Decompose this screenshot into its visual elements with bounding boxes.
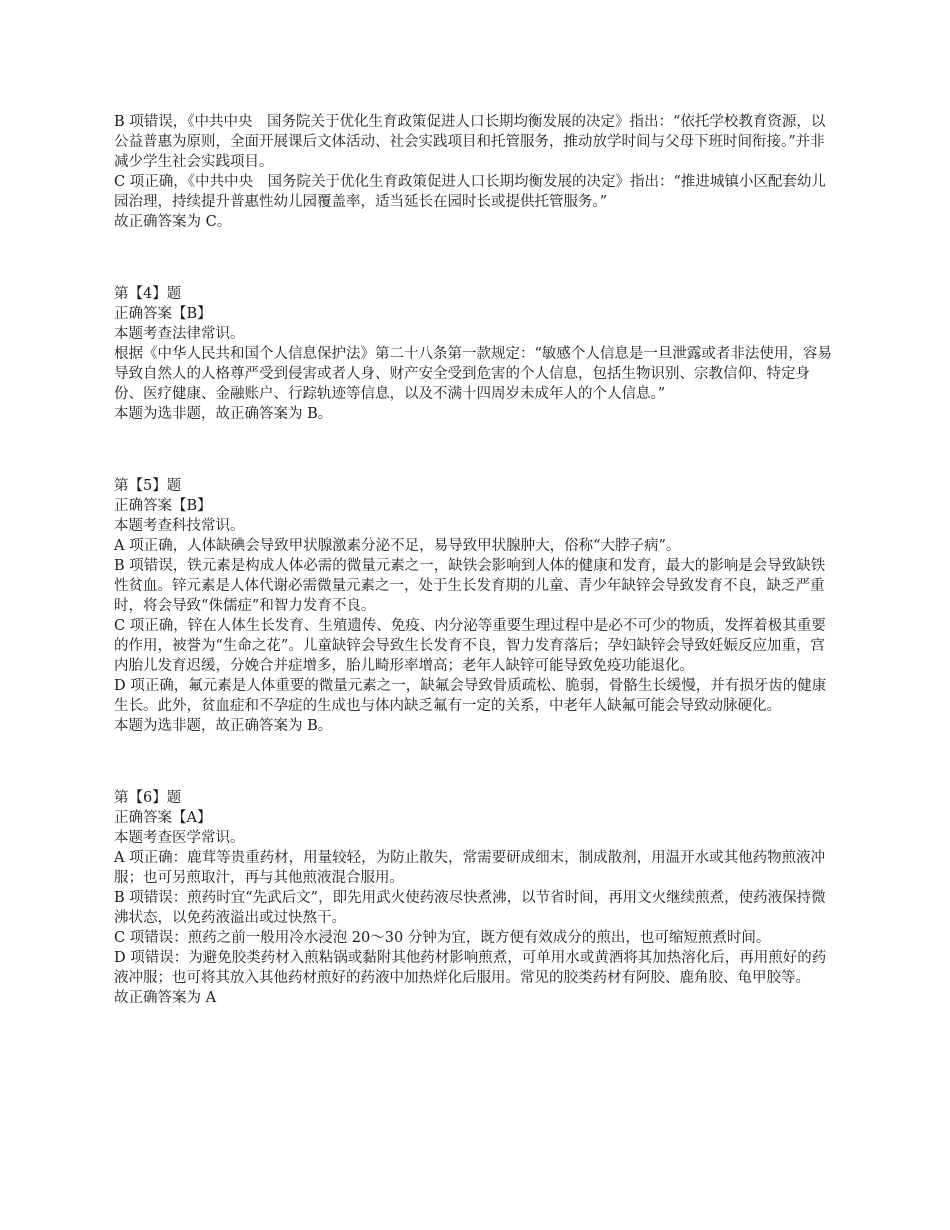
paragraph: 本题考查科技常识。 xyxy=(114,518,245,534)
paragraph: D 项正确，氟元素是人体重要的微量元素之一，缺氟会导致骨质疏松、脆弱，骨骼生长缓慢，并有损牙齿的健康生长。此外，贫血症和不孕症的生成也与体内缺乏氟有一定的关系，中老年人缺氟可能会导致动脉硬化。 xyxy=(114,678,827,714)
paragraph: C 项错误：煎药之前一般用冷水浸泡 20～30 分钟为宜，既方便有效成分的煎出，也可缩短煎煮时间。 xyxy=(114,930,771,946)
paragraph: 本题为选非题，故正确答案为 B。 xyxy=(114,406,333,422)
intro-block xyxy=(114,112,838,232)
question-answer: 正确答案【B】 xyxy=(114,306,212,322)
paragraph: 本题考查医学常识。 xyxy=(114,830,245,846)
paragraph: 本题为选非题，故正确答案为 B。 xyxy=(114,718,333,734)
question-title: 第【6】题 xyxy=(114,790,182,806)
document-page xyxy=(114,112,838,1008)
paragraph: 根据《中华人民共和国个人信息保护法》第二十八条第一款规定：“敏感个人信息是一旦泄露或者非法使用，容易导致自然人的人格尊严受到侵害或者人身、财产安全受到危害的个人信息，包括生物识别、宗教信仰、特定身份、医疗健康、金融账户、行踪轨迹等信息，以及不满十四周岁未成年人的个人信息。” xyxy=(114,346,832,402)
question-answer: 正确答案【B】 xyxy=(114,498,212,514)
paragraph: D 项错误：为避免胶类药材入煎粘锅或黏附其他药材影响煎煮，可单用水或黄酒将其加热溶化后，再用煎好的药液冲服；也可将其放入其他药材煎好的药液中加热烊化后服用。常见的胶类药材有阿胶、鹿角胶、龟甲胶等。 xyxy=(114,950,827,986)
question-5 xyxy=(114,476,838,736)
paragraph: B 项错误，铁元素是构成人体必需的微量元素之一，缺铁会影响到人体的健康和发育，最大的影响是会导致缺铁性贫血。锌元素是人体代谢必需微量元素之一，处于生长发育期的儿童、青少年缺锌会导致发育不良，缺乏严重时，将会导致“侏儒症”和智力发育不良。 xyxy=(114,558,826,614)
paragraph: C 项正确，《中共中央 国务院关于优化生育政策促进人口长期均衡发展的决定》指出：“推进城镇小区配套幼儿园治理，持续提升普惠性幼儿园覆盖率，适当延长在园时长或提供托管服务。” xyxy=(114,174,826,210)
paragraph: C 项正确，锌在人体生长发育、生殖遗传、免疫、内分泌等重要生理过程中是必不可少的物质，发挥着极其重要的作用，被誉为“生命之花”。儿童缺锌会导致生长发育不良，智力发育落后；孕妇缺锌会导致妊娠反应加重，宫内胎儿发育迟缓，分娩合并症增多，胎儿畸形率增高；老年人缺锌可能导致免疫功能退化。 xyxy=(114,618,826,674)
question-4 xyxy=(114,284,838,424)
question-title: 第【4】题 xyxy=(114,286,182,302)
paragraph: B 项错误，《中共中央 国务院关于优化生育政策促进人口长期均衡发展的决定》指出：“依托学校教育资源，以公益普惠为原则，全面开展课后文体活动、社会实践项目和托管服务，推动放学时间与父母下班时间衔接。”并非减少学生社会实践项目。 xyxy=(114,114,826,170)
paragraph: A 项正确，人体缺碘会导致甲状腺激素分泌不足，易导致甲状腺肿大，俗称“大脖子病”。 xyxy=(114,538,681,554)
paragraph: A 项正确：鹿茸等贵重药材，用量较轻，为防止散失，常需要研成细末，制成散剂，用温开水或其他药物煎液冲服；也可另煎取汁，再与其他煎液混合服用。 xyxy=(114,850,826,886)
question-answer: 正确答案【A】 xyxy=(114,810,212,826)
paragraph: 本题考查法律常识。 xyxy=(114,326,245,342)
question-6 xyxy=(114,788,838,1008)
paragraph: B 项错误：煎药时宜“先武后文”，即先用武火使药液尽快煮沸，以节省时间，再用文火继续煎煮，使药液保持微沸状态，以免药液溢出或过快熬干。 xyxy=(114,890,826,926)
paragraph: 故正确答案为 A xyxy=(114,990,217,1006)
paragraph: 故正确答案为 C。 xyxy=(114,214,232,230)
question-title: 第【5】题 xyxy=(114,478,182,494)
